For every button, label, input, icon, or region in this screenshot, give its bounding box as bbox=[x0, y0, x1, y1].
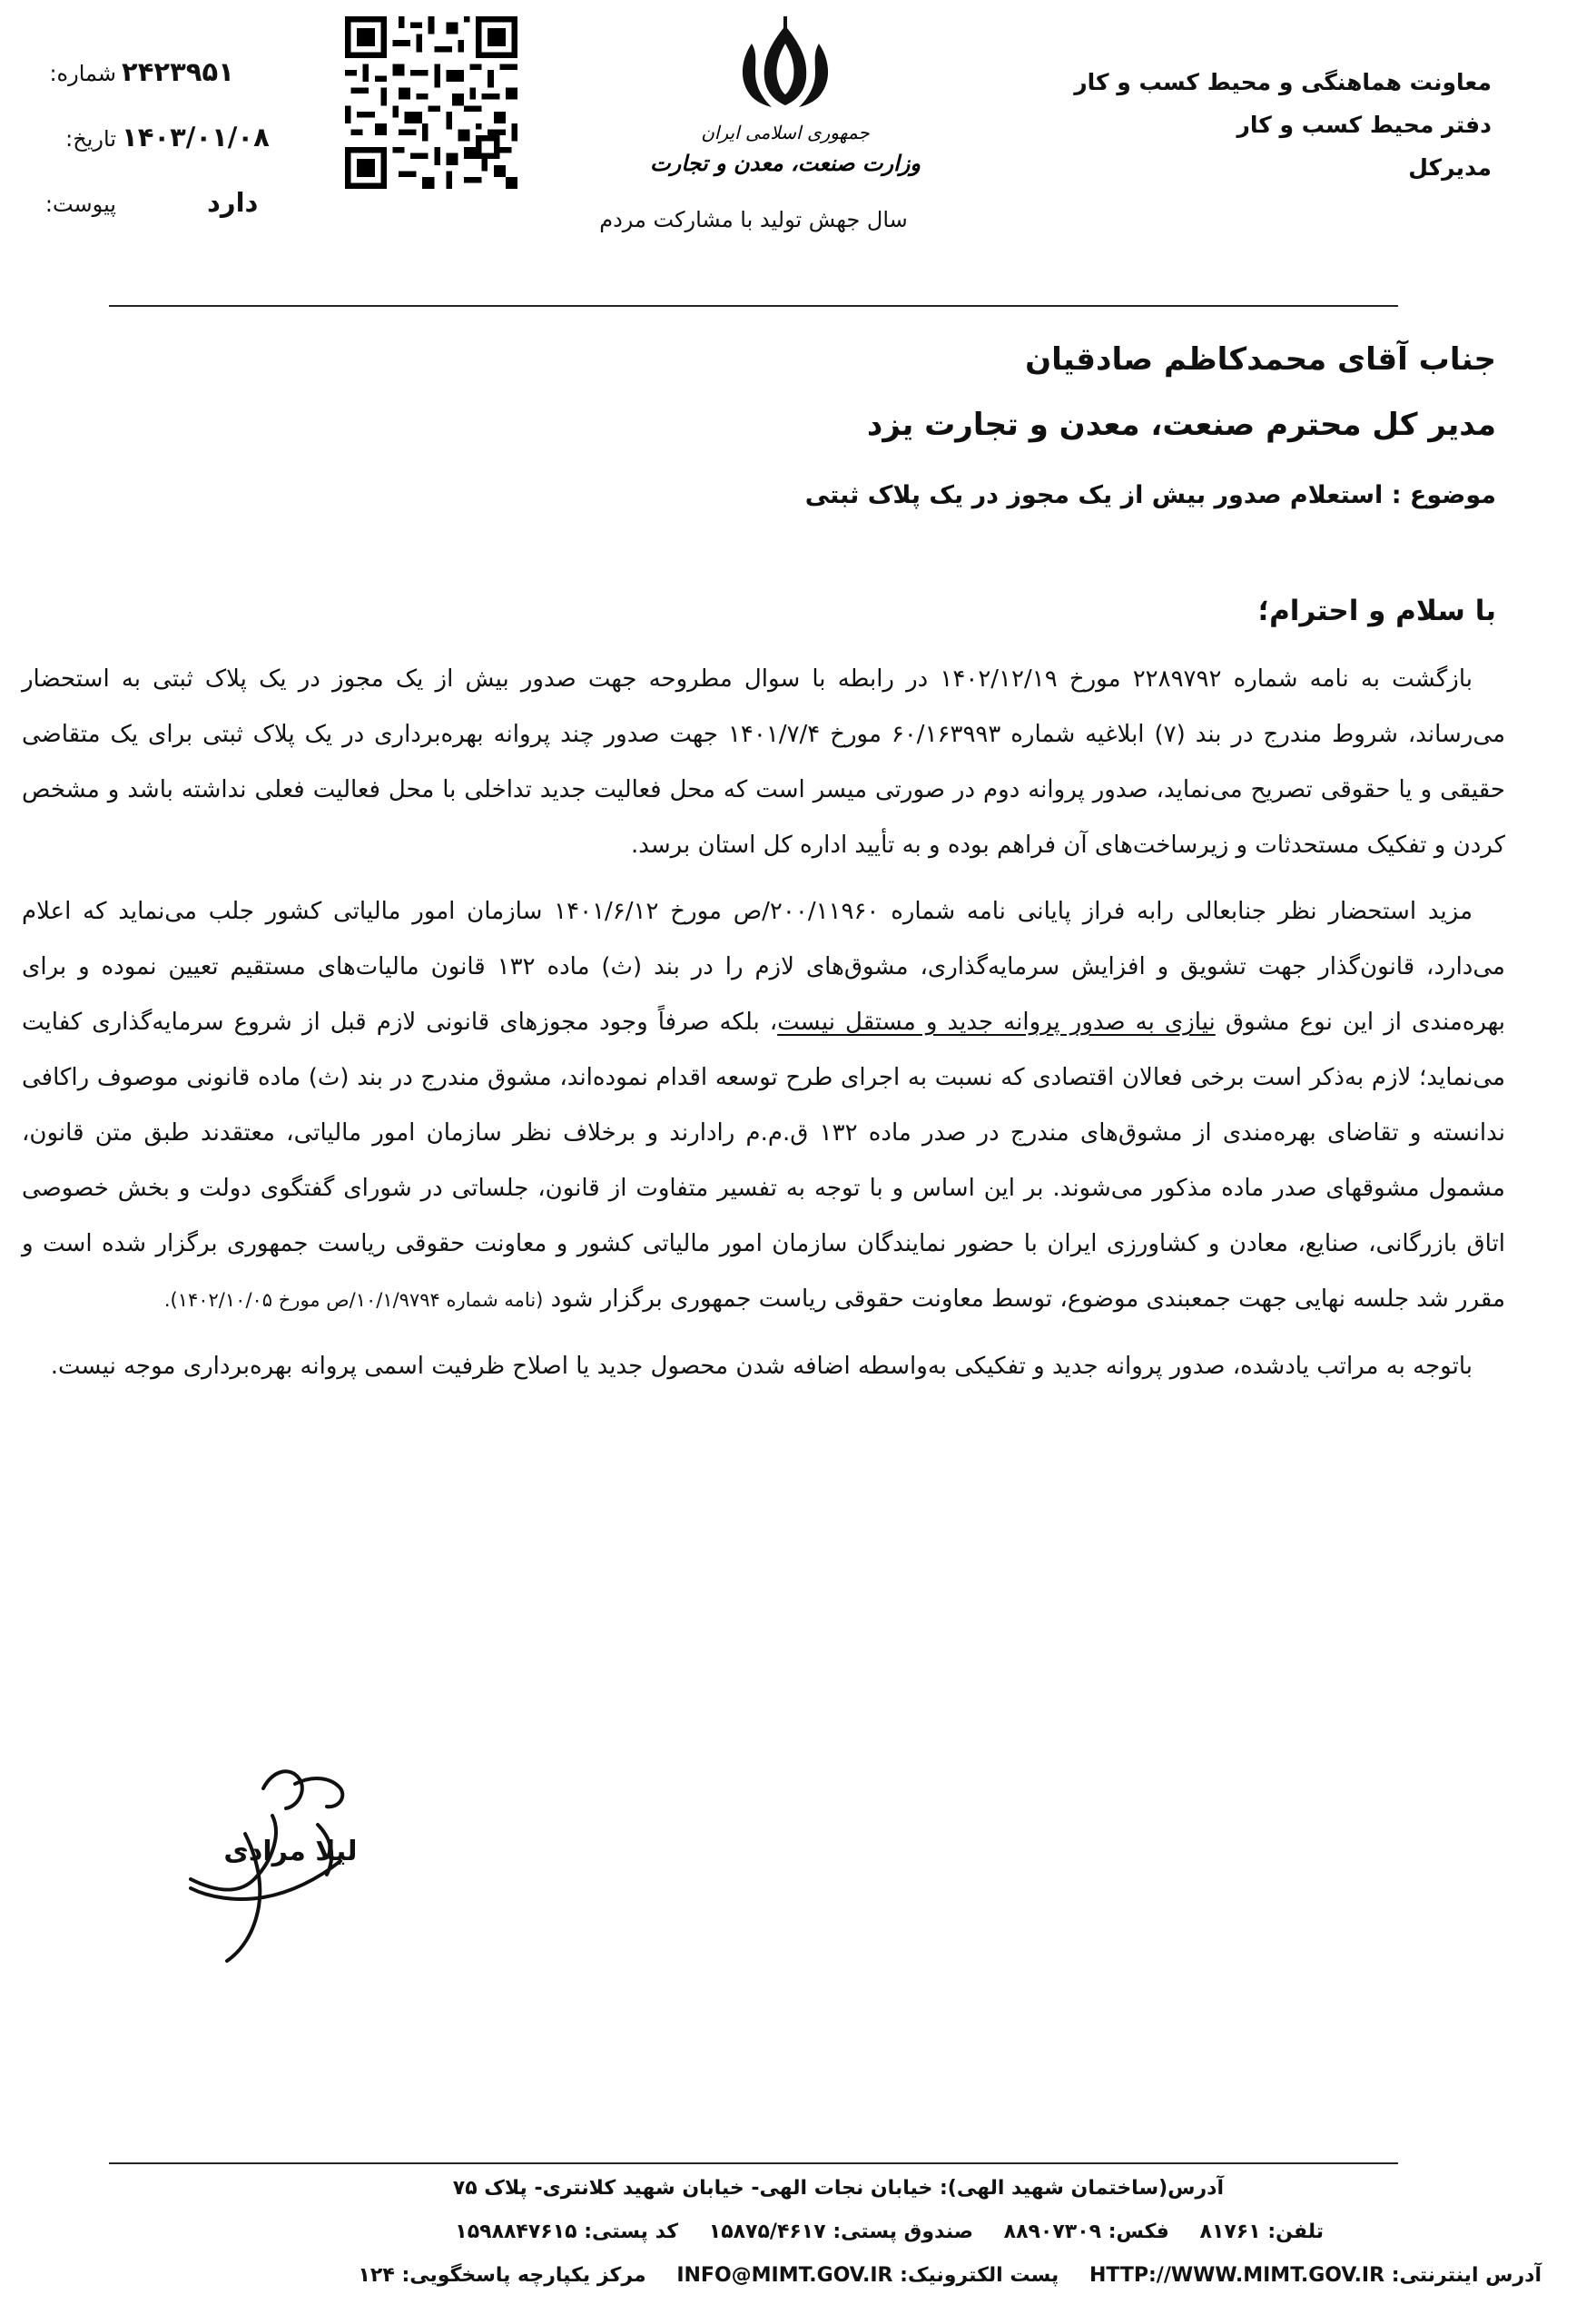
body-paragraph-3: باتوجه به مراتب یادشده، صدور پروانه جدید و تفکیکی به‌واسطه اضافه شدن محصول جدید یا اصلاح ظرفیت اسمی پروانه بهره‌برداری موجه نیست. bbox=[50, 1353, 1473, 1380]
pobox-value: ۱۵۸۷۵/۴۶۱۷ bbox=[708, 2221, 826, 2243]
footer bbox=[71, 2177, 1542, 2302]
footer-web-row bbox=[71, 2264, 1542, 2302]
emblem-text-1: جمهوری اسلامی ایران bbox=[701, 122, 870, 143]
footer-contact-row bbox=[71, 2221, 1542, 2264]
number-label: شماره: bbox=[49, 61, 116, 86]
qr-code bbox=[345, 16, 517, 189]
attachment-value: دارد bbox=[207, 187, 259, 218]
letter-date-row bbox=[25, 122, 289, 187]
pobox-label: صندوق پستی: bbox=[832, 2221, 973, 2243]
dept-line-2: دفتر محیط کسب و کار bbox=[1236, 112, 1492, 138]
body-paragraph-2-part-b: ، بلکه صرفاً وجود مجوزهای قانونی لازم قبل از شروع سرمایه‌گذاری کفایت می‌نماید؛ لازم به‌ذکر است برخی فعالان اقتصادی که نسبت به اجرای طرح توسعه اقدام نموده‌اند، مشوق مندرج در بند (ث) ماده قانونی موصوف راکافی ندانسته و تقاضای بهره‌مندی از مشوق‌های مندرج در صدر ماده ۱۳۲ ق.م.م رادارند و برخلاف نظر سازمان امور مالیاتی، معتقدند طبق متن قانون، مشمول مشوقهای صدر ماده مذکور می‌شوند. بر این اساس و با توجه به تفسیر متفاوت از قانون، جلساتی در شورای گفتگوی دولت و بخش خصوصی اتاق بازرگانی، صنایع، معادن و کشاورزی ایران با حضور نمایندگان سازمان امور مالیاتی کشور و معاونت حقوقی ریاست جمهوری برگزار شده است و مقرر شد جلسه نهایی جهت جمعبندی موضوع، توسط معاونت حقوقی ریاست جمهوری برگزار شود bbox=[22, 1009, 1505, 1313]
website-label: آدرس اینترنتی: bbox=[1391, 2264, 1542, 2287]
letter-subject: موضوع : استعلام صدور بیش از یک مجوز در یک پلاک ثبتی bbox=[804, 481, 1496, 509]
phone-label: تلفن: bbox=[1267, 2221, 1324, 2243]
fax-value: ۸۸۹۰۷۳۰۹ bbox=[1003, 2221, 1102, 2243]
body-paragraph-2-part-a: مزید استحضار نظر جنابعالی رابه فراز پایانی نامه شماره ۲۰۰/۱۱۹۶۰/ص مورخ ۱۴۰۱/۶/۱۲ سازمان امور مالیاتی کشور جلب می‌نماید که اعلام می‌دارد، قانون‌گذار جهت تشویق و افزایش سرمایه‌گذاری، مشوق‌های لازم را در بند (ث) ماده ۱۳۲ قانون مالیات‌های مستقیم تعیین نموده و برای بهره‌مندی از این نوع مشوق bbox=[22, 898, 1506, 1036]
letter-meta bbox=[25, 56, 289, 252]
department-block bbox=[1020, 71, 1492, 199]
date-label: تاریخ: bbox=[65, 126, 116, 152]
number-value: ۲۴۲۳۹۵۱ bbox=[122, 56, 234, 87]
attachment-label: پیوست: bbox=[44, 192, 116, 217]
dept-line-1: معاونت هماهنگی و محیط کسب و کار bbox=[1074, 69, 1492, 95]
footer-divider bbox=[109, 2162, 1398, 2164]
email-label: پست الکترونیک: bbox=[900, 2264, 1059, 2287]
attachment-row bbox=[25, 187, 289, 252]
website-link[interactable]: HTTP://WWW.MIMT.GOV.IR bbox=[1089, 2264, 1385, 2287]
addressee-name: جناب آقای محمدکاظم صادقیان bbox=[1025, 341, 1496, 378]
letter-number-row bbox=[25, 56, 289, 122]
postal-code-value: ۱۵۹۸۸۴۷۶۱۵ bbox=[455, 2221, 577, 2243]
date-value: ۱۴۰۳/۰۱/۰۸ bbox=[122, 122, 270, 153]
dept-line-3: مدیرکل bbox=[1408, 154, 1492, 181]
postal-code-label: کد پستی: bbox=[584, 2221, 679, 2243]
callcenter-value: ۱۲۴ bbox=[358, 2264, 395, 2287]
signatory-name: لیلا مرادی bbox=[223, 1836, 358, 1867]
letter-body bbox=[22, 652, 1505, 1405]
footer-address: آدرس(ساختمان شهید الهی): خیابان نجات الهی- خیابان شهید کلانتری- پلاک ۷۵ bbox=[452, 2177, 1224, 2200]
fax-label: فکس: bbox=[1108, 2221, 1169, 2243]
year-slogan: سال جهش تولید با مشارکت مردم bbox=[599, 207, 908, 232]
addressee-title: مدیر کل محترم صنعت، معدن و تجارت یزد bbox=[866, 407, 1496, 443]
emblem-text-2: وزارت صنعت، معدن و تجارت bbox=[650, 150, 921, 176]
body-reference-note: (نامه شماره ۱۰/۱/۹۷۹۴/ص مورخ ۱۴۰۲/۱۰/۰۵). bbox=[163, 1289, 544, 1311]
body-underlined-text: نیازی به صدور پروانه جدید و مستقل نیست bbox=[777, 1009, 1216, 1036]
phone-value: ۸۱۷۶۱ bbox=[1199, 2221, 1261, 2243]
addressee-block bbox=[316, 341, 1496, 472]
callcenter-label: مرکز یکپارچه پاسخگویی: bbox=[401, 2264, 646, 2287]
body-paragraph-2 bbox=[22, 884, 1505, 1328]
greeting: با سلام و احترام؛ bbox=[1257, 595, 1496, 627]
header-divider bbox=[109, 305, 1398, 307]
email-link[interactable]: INFO@MIMT.GOV.IR bbox=[676, 2264, 893, 2287]
body-paragraph-1: بازگشت به نامه شماره ۲۲۸۹۷۹۲ مورخ ۱۴۰۲/۱۲/۱۹ در رابطه با سوال مطروحه جهت صدور بیش از یک مجوز در یک پلاک ثبتی به استحضار می‌رساند، شروط مندرج در بند (۷) ابلاغیه شماره ۶۰/۱۶۳۹۹۳ مورخ ۱۴۰۱/۷/۴ جهت صدور چند پروانه بهره‌برداری در یک پلاک ثبتی برای یک متقاضی حقیقی و یا حقوقی تصریح می‌نماید، صدور پروانه دوم در صورتی میسر است که محل فعالیت جدید تداخلی با محل فعالیت فعلی نداشته باشد و مشخص کردن و تفکیک مستحدثات و زیرساخت‌های آن فراهم بوده و به تأیید اداره کل استان برسد. bbox=[22, 665, 1505, 859]
